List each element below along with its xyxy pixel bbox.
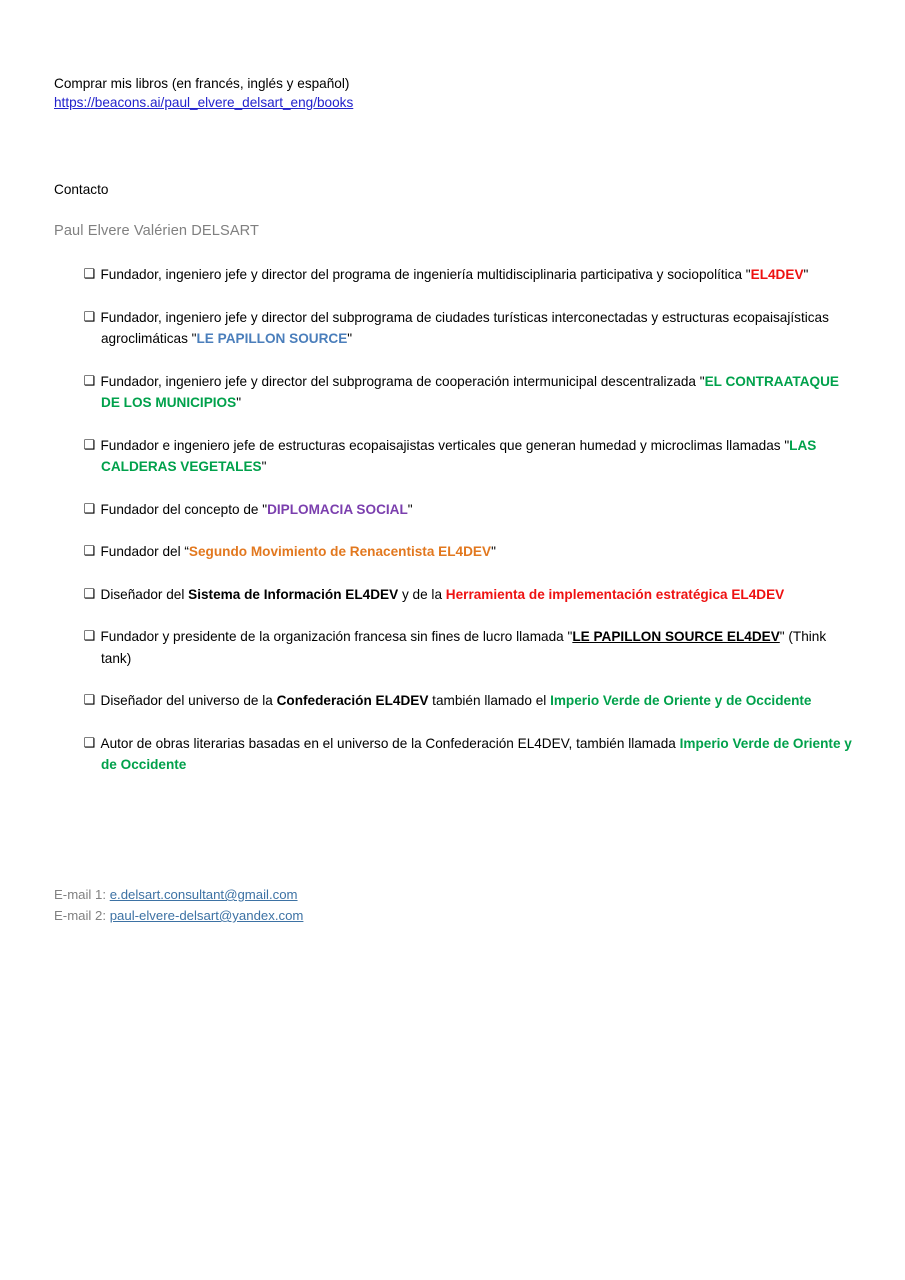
credentials-list: [84, 264, 856, 776]
text-run: Fundador del concepto de ": [100, 501, 268, 517]
text-run: también llamado el: [428, 693, 551, 708]
bullet-square-icon: ❑: [83, 267, 96, 282]
text-run: Fundador, ingeniero jefe y director del subprograma de ciudades turísticas interconectadas y estructuras ecopaisajísticas agroclimáticas ": [100, 309, 829, 346]
bullet-square-icon: ❑: [83, 501, 96, 517]
email-link[interactable]: paul-elvere-delsart@yandex.com: [109, 908, 304, 923]
bullet-square-icon: ❑: [83, 437, 96, 453]
list-item: [84, 371, 856, 414]
buy-books-block: [54, 74, 854, 112]
text-run: Autor de obras literarias basadas en el universo de la Confederación EL4DEV, también llamada: [100, 735, 680, 751]
text-run: ": [407, 501, 413, 517]
list-item: [84, 307, 856, 350]
text-run: LE PAPILLON SOURCE: [196, 331, 348, 346]
list-item-text: [101, 626, 856, 669]
text-run: Fundador del “: [100, 544, 189, 559]
email-label: E-mail 1:: [54, 887, 110, 902]
bullet-square-icon: ❑: [83, 586, 96, 602]
text-run: EL4DEV: [750, 267, 804, 282]
text-run: Segundo Movimiento de Renacentista EL4DEV: [188, 544, 492, 559]
text-run: ": [236, 395, 242, 410]
text-run: ": [347, 331, 353, 346]
text-run: LAS CALDERAS VEGETALES: [101, 437, 817, 474]
list-item: [84, 733, 856, 776]
bullet-square-icon: ❑: [83, 735, 96, 751]
list-item: [84, 264, 856, 286]
text-run: DIPLOMACIA SOCIAL: [267, 501, 408, 517]
email-label: E-mail 2:: [54, 908, 110, 923]
bullet-square-icon: ❑: [83, 544, 96, 559]
contact-heading: Contacto: [54, 182, 109, 197]
list-item-text: [101, 435, 856, 478]
emails-block: [54, 884, 303, 926]
text-run: ": [491, 544, 496, 559]
list-item: [84, 541, 856, 563]
list-item-text: [101, 690, 856, 712]
text-run: Imperio Verde de Oriente y de Occidente: [101, 735, 852, 772]
text-run: EL CONTRAATAQUE DE LOS MUNICIPIOS: [101, 373, 839, 410]
email-row: [54, 884, 303, 905]
text-run: Confederación EL4DEV: [276, 693, 429, 708]
text-run: Fundador e ingeniero jefe de estructuras ecopaisajistas verticales que generan humedad y microclimas llamadas ": [100, 437, 790, 453]
text-run: Diseñador del: [100, 586, 189, 602]
bullet-square-icon: ❑: [83, 629, 96, 644]
buy-books-text: Comprar mis libros (en francés, inglés y español): [54, 76, 350, 91]
bullet-square-icon: ❑: [83, 309, 96, 325]
list-item-text: [101, 541, 856, 563]
text-run: Sistema de Información EL4DEV: [188, 586, 399, 602]
text-run: LE PAPILLON SOURCE EL4DEV: [572, 629, 780, 644]
text-run: ": [261, 459, 267, 474]
text-run: " (Think tank): [101, 629, 827, 666]
list-item: [84, 690, 856, 712]
list-item-text: [101, 584, 856, 606]
text-run: Fundador y presidente de la organización francesa sin fines de lucro llamada ": [100, 629, 573, 644]
list-item: [84, 584, 856, 606]
list-item: [84, 626, 856, 669]
email-link[interactable]: e.delsart.consultant@gmail.com: [109, 887, 298, 902]
list-item-text: [101, 733, 856, 776]
person-name: Paul Elvere Valérien DELSART: [54, 223, 260, 239]
text-run: Fundador, ingeniero jefe y director del subprograma de cooperación intermunicipal descentralizada ": [100, 373, 705, 389]
text-run: Imperio Verde de Oriente y de Occidente: [550, 693, 812, 708]
list-item: [84, 499, 856, 521]
text-run: y de la: [398, 586, 446, 602]
text-run: Herramienta de implementación estratégica EL4DEV: [445, 586, 785, 602]
buy-books-link[interactable]: https://beacons.ai/paul_elvere_delsart_eng/books: [54, 95, 354, 110]
list-item-text: [101, 307, 856, 350]
bullet-square-icon: ❑: [83, 693, 96, 708]
list-item: [84, 435, 856, 478]
text-run: Fundador, ingeniero jefe y director del programa de ingeniería multidisciplinaria participativa y sociopolítica ": [100, 267, 751, 282]
list-item-text: [101, 371, 856, 414]
bullet-square-icon: ❑: [83, 373, 96, 389]
email-row: [54, 905, 303, 926]
text-run: ": [803, 267, 809, 282]
text-run: Diseñador del universo de la: [100, 693, 277, 708]
list-item-text: [101, 499, 856, 521]
list-item-text: [101, 264, 856, 286]
